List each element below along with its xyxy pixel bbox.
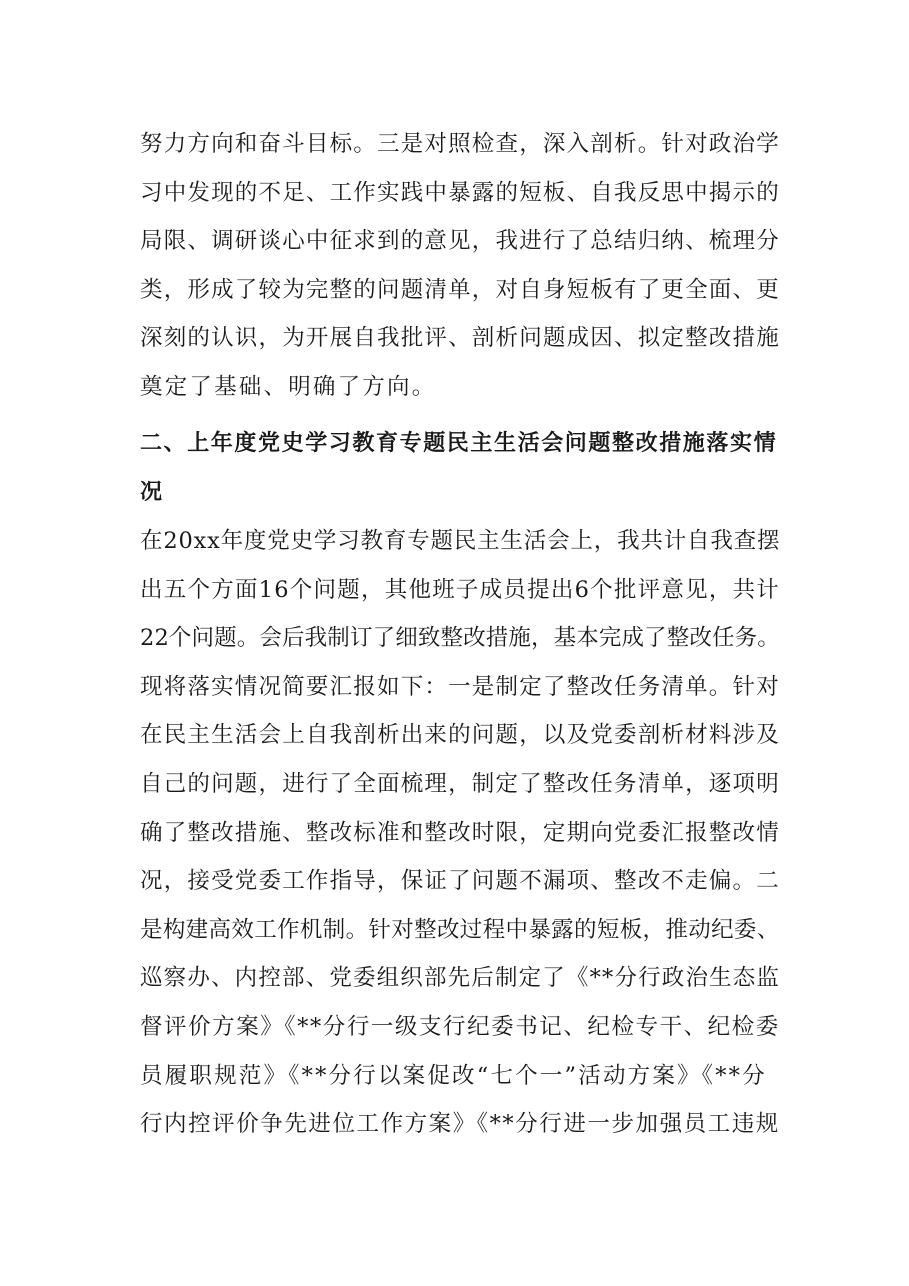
heading-line: 况 [140,479,164,505]
text-line: 巡察办、内控部、党委组织部先后制定了《**分行政治生态监 [140,965,781,992]
text-line: 自己的问题，进行了全面梳理，制定了整改任务清单，逐项明 [140,770,780,797]
text-line: 深刻的认识，为开展自我批评、剖析问题成因、拟定整改措施 [140,325,780,352]
text-line: 员履职规范》《**分行以案促改“七个一”活动方案》《**分 [140,1062,767,1089]
paragraph-2 [140,517,780,1149]
text-line: 现将落实情况简要汇报如下：一是制定了整改任务清单。针对 [140,673,780,700]
text-line: 出五个方面16个问题，其他班子成员提出6个批评意见，共计 [140,576,781,603]
text-line: 奠定了基础、明确了方向。 [140,373,437,400]
text-line: 22个问题。会后我制订了细致整改措施，基本完成了整改任务。 [140,625,780,652]
text-line: 在20xx年度党史学习教育专题民主生活会上，我共计自我查摆 [140,528,781,554]
section-heading [140,420,780,517]
text-line: 局限、调研谈心中征求到的意见，我进行了总结归纳、梳理分 [140,228,780,255]
text-line: 行内控评价争先进位工作方案》《**分行进一步加强员工违规 [140,1111,780,1138]
heading-line: 二、上年度党史学习教育专题民主生活会问题整改措施落实情 [140,431,778,456]
text-line: 习中发现的不足、工作实践中暴露的短板、自我反思中揭示的 [140,179,780,206]
paragraph-1 [140,120,780,412]
text-line: 是构建高效工作机制。针对整改过程中暴露的短板，推动纪委、 [140,916,780,943]
text-line: 况，接受党委工作指导，保证了问题不漏项、整改不走偏。二 [140,868,780,895]
text-line: 在民主生活会上自我剖析出来的问题，以及党委剖析材料涉及 [140,722,780,749]
text-line: 努力方向和奋斗目标。三是对照检查，深入剖析。针对政治学 [140,131,780,157]
text-line: 确了整改措施、整改标准和整改时限，定期向党委汇报整改情 [140,819,780,846]
text-line: 督评价方案》《**分行一级支行纪委书记、纪检专干、纪检委 [140,1013,780,1040]
text-line: 类，形成了较为完整的问题清单，对自身短板有了更全面、更 [140,276,780,303]
